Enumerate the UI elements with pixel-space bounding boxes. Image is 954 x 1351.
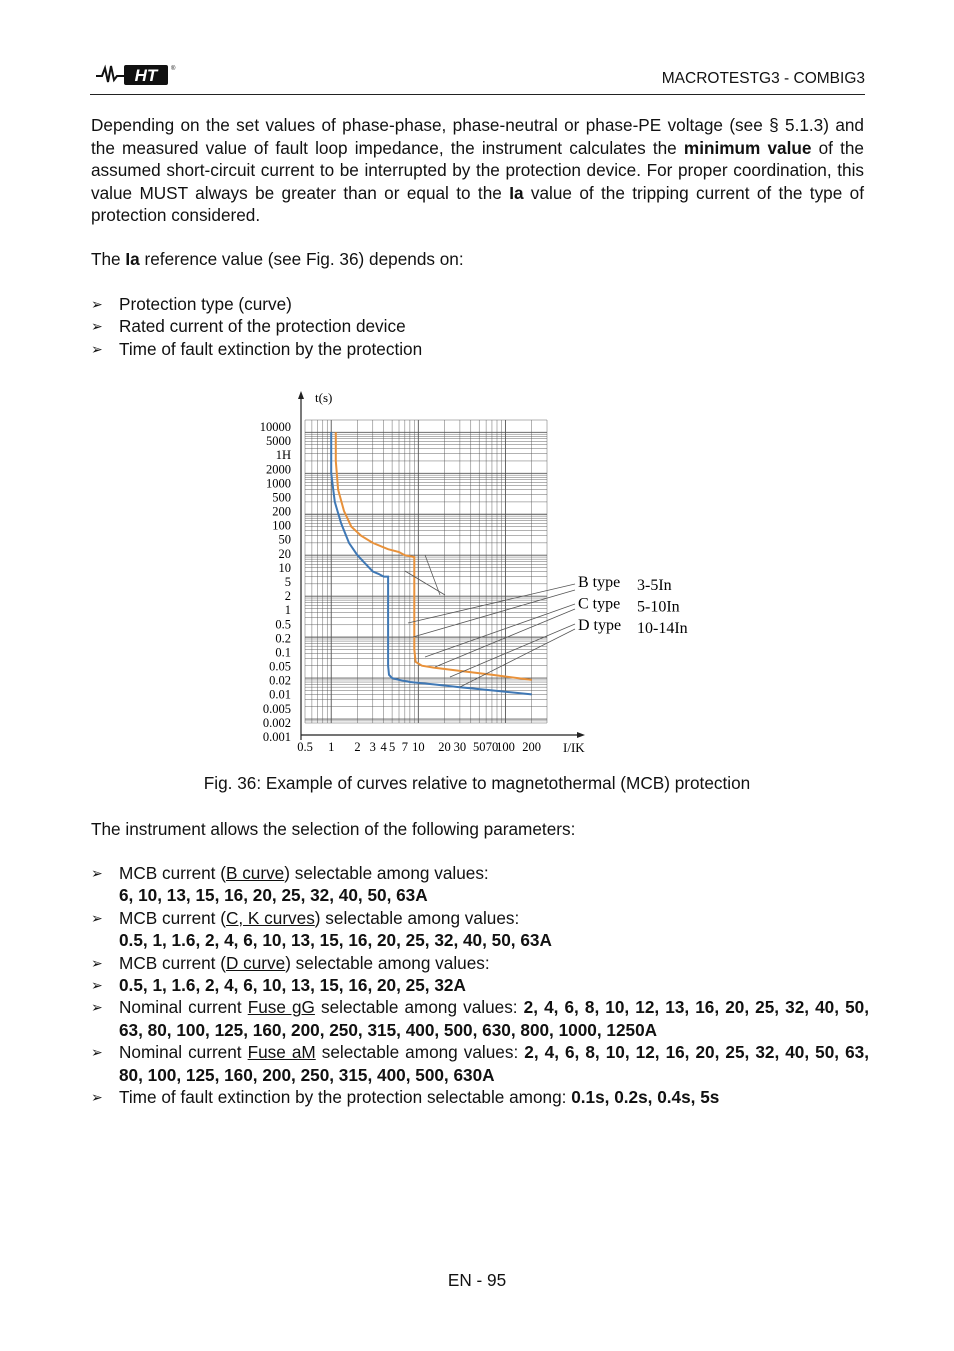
ia-reference-paragraph: The Ia reference value (see Fig. 36) depends on: [91,249,464,269]
list-item: ➢ MCB current (B curve) selectable among values: 6, 10, 13, 15, 16, 20, 25, 32, 40, 50, 63A [91,863,489,906]
y-tick-label: 200 [272,504,291,519]
ht-logo [94,62,174,93]
y-tick-label: 0.001 [262,730,291,744]
x-tick-label: 5 [388,740,396,754]
y-tick-label: 10000 [259,420,291,434]
y-tick-label: 10 [278,560,291,575]
y-tick-label: 2000 [266,462,291,477]
chart-legend [405,555,688,687]
doc-title: MACROTESTG3 - COMBIG3 [661,70,865,87]
y-tick-label: 0.05 [269,659,291,674]
x-tick-label: 50 [472,740,486,754]
x-tick-label: 70 [485,740,499,754]
x-tick-label: 2 [354,740,361,754]
x-tick-label: 200 [522,740,542,754]
y-tick-label: 0.005 [262,701,291,716]
y-axis-label: t(s) [315,390,333,405]
y-tick-label: 2 [284,589,291,604]
legend-label: B type [578,574,621,591]
arrow-bullet-icon: ➢ [91,977,103,994]
list-item: ➢ 0.5, 1, 1.6, 2, 4, 6, 10, 13, 15, 16, 20, 25, 32A [91,975,466,996]
arrow-bullet-icon: ➢ [91,954,103,971]
arrow-bullet-icon: ➢ [91,909,103,926]
arrow-bullet-icon: ➢ [91,296,103,312]
y-tick-label: 1000 [266,476,291,491]
legend-range: 5-10In [637,598,680,616]
x-axis-label: I/IK [563,740,585,755]
mcb-curve-chart [245,385,715,765]
svg-text:®: ® [171,66,176,72]
arrow-bullet-icon: ➢ [91,318,103,335]
legend-leader-line [450,624,575,677]
y-tick-label: 0.002 [262,715,291,730]
y-tick-label: 0.02 [269,673,291,688]
list-item: ➢ Time of fault extinction by the protection [91,338,423,359]
legend-range: 3-5In [637,577,672,594]
legend-label: C type [578,595,621,613]
x-tick-labels [297,740,541,754]
legend-leader-line [413,590,575,637]
y-tick-label: 1H [275,448,291,463]
x-tick-label: 10 [412,740,425,754]
y-tick-label: 20 [278,546,291,561]
legend-leader-line [425,555,440,595]
x-axis-arrow-icon [577,732,585,738]
y-tick-label: 0.1 [275,645,291,660]
arrow-bullet-icon: ➢ [91,1089,103,1106]
list-item: ➢ Nominal current Fuse aM selectable among values: 2, 4, 6, 8, 10, 12, 16, 20, 25, 32, 40, 50, 63, 80, 100, 125, 160, 200, 250, 315, 400, 500, 630A [91,1042,869,1085]
x-tick-label: 100 [496,740,515,754]
chart-axes [298,391,585,740]
y-tick-label: 50 [278,532,291,547]
intro-paragraph: Depending on the set values of phase-phase, phase-neutral or phase-PE voltage (see § 5.1.3) and the measured value of fault loop impedance, the instrument calculates the minimum value of the assumed short-circuit current to be interrupted by the protection device. For proper coordination, this value MUST always be greater than or equal to the Ia value of the tripping current of the type of protection considered. [91,115,864,225]
y-tick-label: 0.2 [275,631,291,646]
y-tick-labels [260,420,291,744]
y-tick-label: 1 [284,603,291,618]
y-axis-arrow-icon [298,391,304,399]
x-tick-label: 4 [380,740,387,754]
list-item: ➢ Rated current of the protection device [91,316,406,337]
bold-ia: Ia [509,182,524,203]
y-tick-label: 5000 [266,434,291,449]
x-tick-label: 3 [369,740,376,754]
curve-series-2 [336,432,532,680]
y-tick-label: 0.5 [275,617,291,632]
x-tick-label: 0.5 [297,740,313,754]
figure-caption: Fig. 36: Example of curves relative to magnetothermal (MCB) protection [203,773,751,793]
x-tick-label: 30 [453,740,467,754]
arrow-bullet-icon: ➢ [91,340,103,357]
page-header [90,58,865,95]
y-tick-label: 100 [272,518,291,533]
list-item: ➢ Protection type (curve) [91,294,292,314]
legend-leader-line [408,584,575,623]
params-list [91,862,881,1108]
logo-text: HT [134,66,158,85]
list-item: ➢ MCB current (C, K curves) selectable among values: 0.5, 1, 1.6, 2, 4, 6, 10, 13, 15, 16, 20, 25, 32, 40, 50, 63A [91,907,552,951]
x-tick-label: 7 [401,740,408,754]
selection-intro: The instrument allows the selection of the following parameters: [91,819,576,839]
y-tick-label: 0.01 [269,687,291,702]
list-item: ➢ Time of fault extinction by the protection selectable among: 0.1s, 0.2s, 0.4s, 5s [91,1087,720,1108]
page-number: EN - 95 [447,1270,507,1290]
chart-svg [245,385,715,760]
arrow-bullet-icon: ➢ [91,999,103,1016]
legend-label: D type [578,617,622,634]
y-tick-label: 5 [284,575,291,589]
list-item: ➢ MCB current (D curve) selectable among values: [91,952,490,973]
depends-list [91,293,881,360]
x-tick-label: 1 [328,740,335,754]
arrow-bullet-icon: ➢ [91,865,103,881]
bold-minimum-value: minimum value [683,137,812,158]
x-tick-label: 20 [438,740,451,754]
y-tick-label: 500 [272,490,291,505]
legend-range: 10-14In [637,620,688,637]
arrow-bullet-icon: ➢ [91,1044,103,1061]
list-item: ➢ Nominal current Fuse gG selectable among values: 2, 4, 6, 8, 10, 12, 13, 16, 20, 25, 32, 40, 50, 63, 80, 100, 125, 160, 200, 250, 315, 400, 500, 630, 800, 1000, 1250A [91,997,869,1040]
